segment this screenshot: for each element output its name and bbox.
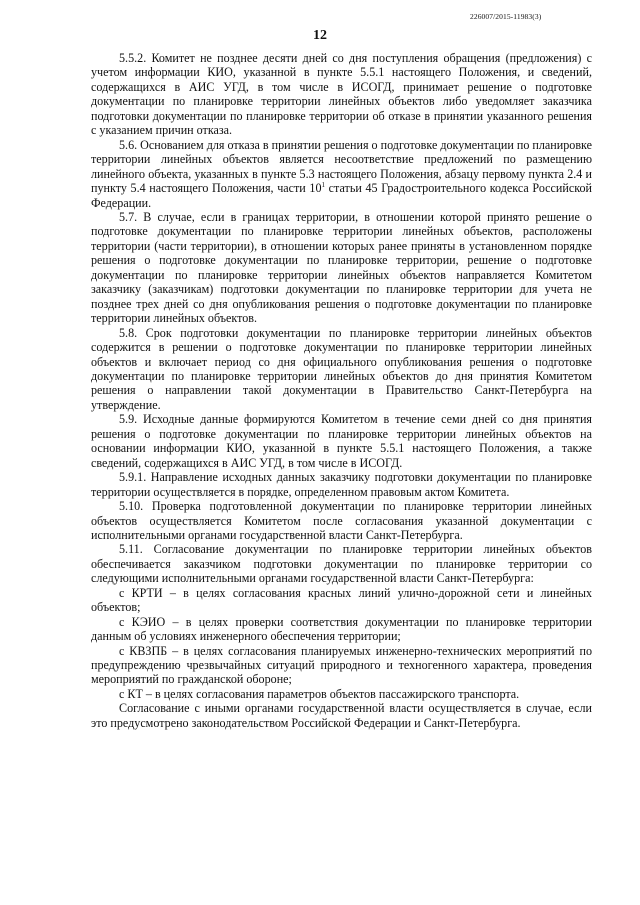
paragraph-5-6-text: 5.6. Основанием для отказа в принятии решения о подготовке документации по планировке территории линейных объектов является несоответствие предложений по размещению линейного объекта, указанных в пункте 5.3 настоящего Положения, абзацу первому пункта 2.4 и пункту 5.4 настоящего Положения, части 10 bbox=[91, 137, 592, 196]
paragraph-kt: с КТ – в целях согласования параметров объектов пассажирского транспорта. bbox=[119, 686, 520, 701]
paragraph-5-5-2: 5.5.2. Комитет не позднее десяти дней со дня поступления обращения (предложения) с учетом информации КИО, указанной в пункте 5.5.1 настоящего Положения, и сведений, содержащихся в АИС УГД, в том числе в ИСОГД, принимает решение о подготовке документации по планировке территории линейных объектов либо уведомляет заказчика подготовки документации по планировке территории об отказе в принятии указанного решения с указанием причин отказа. bbox=[91, 51, 592, 138]
paragraph-keio: с КЭИО – в целях проверки соответствия документации по планировке территории данным об условиях инженерного обеспечения территории; bbox=[91, 614, 592, 644]
paragraph-other-bodies: Согласование с иными органами государственной власти осуществляется в случае, если это предусмотрено законодательством Российской Федерации и Санкт-Петербурга. bbox=[91, 701, 592, 730]
paragraph-5-7: 5.7. В случае, если в границах территории, в отношении которой принято решение о подготовке документации по планировке территории линейных объектов, расположены территории (части территории), в отношении которых ранее приняты в установленном порядке решения о подготовке документации по планировке территории, решение о подготовке документации по планировке территории линейных объектов направляется Комитетом заказчику (заказчикам) подготовки документации по планировке территории для учета не позднее трех дней со дня опубликования решения о подготовке документации по планировке территории линейных объектов. bbox=[91, 209, 592, 326]
paragraph-5-10: 5.10. Проверка подготовленной документации по планировке территории линейных объектов осуществляется Комитетом после согласования указанной документации с исполнительными органами государственной власти Санкт-Петербурга. bbox=[91, 499, 592, 542]
paragraph-5-9-1: 5.9.1. Направление исходных данных заказчику подготовки документации по планировке территории осуществляется в порядке, определенном правовым актом Комитета. bbox=[91, 470, 592, 499]
page-number: 12 bbox=[313, 28, 327, 43]
paragraph-5-9: 5.9. Исходные данные формируются Комитетом в течение семи дней со дня принятия решения о подготовке документации по планировке территории линейных объектов на основании информации КИО, указанной в пункте 5.5.1 настоящего Положения, а также сведений, содержащихся в АИС УГД, в том числе в ИСОГД. bbox=[91, 412, 592, 470]
paragraph-5-6-tail: статьи 45 Градостроительного кодекса Российской Федерации. bbox=[91, 181, 592, 210]
paragraph-5-6 bbox=[91, 138, 592, 210]
document-body bbox=[91, 51, 592, 730]
paragraph-kvzpb: с КВЗПБ – в целях согласования планируемых инженерно-технических мероприятий по предупреждению чрезвычайных ситуаций природного и техногенного характера, проведения мероприятий по гражданской обороне; bbox=[91, 643, 592, 687]
paragraph-5-8: 5.8. Срок подготовки документации по планировке территории линейных объектов содержится в решении о подготовке документации по планировке территории линейных объектов и включает период со дня официального опубликования решения о подготовке документации по планировке территории линейных объектов до дня принятия Комитетом решения о направлении такой документации в Правительство Санкт-Петербурга на утверждение. bbox=[91, 325, 592, 412]
footnote-superscript: 1 bbox=[321, 181, 326, 190]
paragraph-krti: с КРТИ – в целях согласования красных линий улично-дорожной сети и линейных объектов; bbox=[91, 585, 592, 615]
document-id: 226007/2015-11983(3) bbox=[470, 12, 542, 21]
paragraph-5-11: 5.11. Согласование документации по планировке территории линейных объектов обеспечивается заказчиком подготовки документации по планировке территории со следующими исполнительными органами государственной власти Санкт-Петербурга: bbox=[91, 542, 592, 586]
